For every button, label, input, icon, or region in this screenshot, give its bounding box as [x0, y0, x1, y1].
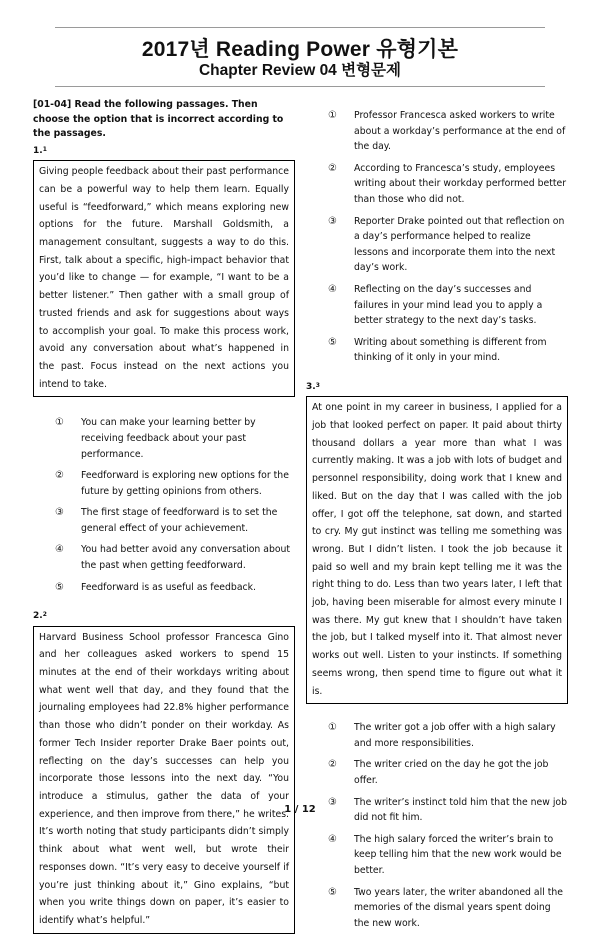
- question-2-passage: Harvard Business School professor Francesca Gino and her colleagues asked workers to spend 15 minutes at the end of their workdays writing about what went well that day, and they found that the journaling employees had 22.8% higher performance than those who didn’t ponder on their workday. As former Tech Insider reporter Drake Baer points out, reflecting on the day’s successes can help you incorporate those lessons into the next day. “You introduce a stimulus, gather the data of your experience, and then improve from there,” he writes. It’s worth noting that study participants didn’t simply think about what went well, but wrote their responses down. “It’s very easy to deceive yourself if you’re just thinking about it,” Gino explains, “but when you write things down on paper, it’s easier to identify what’s helpful.”: [33, 626, 295, 934]
- question-1-option-4[interactable]: ④ You had better avoid any conversation about the past when getting feedforward.: [55, 544, 291, 572]
- page-title: 2017년 Reading Power 유형기본: [141, 38, 459, 61]
- header-rule: [55, 86, 545, 87]
- question-1-options: [33, 415, 295, 595]
- question-3-option-3[interactable]: ③ The writer’s instinct told him that the new job did not fit him.: [328, 796, 567, 824]
- question-1-option-1[interactable]: ① You can make your learning better by receiving feedback about your past performance.: [55, 417, 256, 460]
- question-3-option-2[interactable]: ② The writer cried on the day he got the job offer.: [328, 759, 549, 787]
- question-3-passage: At one point in my career in business, I applied for a job that looked perfect on paper. It paid about thirty thousand dollars a year more than what I was currently making. It was a job with lots of budget and personnel responsibility, doing work that I knew and liked. But on the day that I was called with the job offer, I got off the telephone, sat down, and started to cry. My gut instinct was telling me something was wrong. But I didn’t listen. I took the job because it paid so well and my brain kept telling me it was the right thing to do. Less than two years later, I left that job, having been miserable for almost every minute I was there. My gut knew that I shouldn’t have taken the job, but I talked myself into it. That almost never works out well. Listen to your instincts. If something seems wrong, then spend time to figure out what it is.: [306, 396, 568, 704]
- question-2-option-4[interactable]: ④ Reflecting on the day’s successes and failures in your mind lead you to apply a better strategy to the next day’s tasks.: [328, 283, 543, 327]
- question-3-option-5[interactable]: ⑤ Two years later, the writer abandoned all the memories of the dismal years spent doing the new work.: [328, 886, 563, 929]
- question-1-passage: Giving people feedback about their past performance can be a powerful way to help them learn. Equally useful is “feedforward,” which means exploring new options for the future. Marshall Goldsmith, a management consultant, suggests a way to do this. First, talk about a specific, high-impact behavior that you’d like to change — for example, “I want to be a better listener.” Then gather with a small group of trusted friends and ask for suggestions about ways to accomplish your goal. To make this process work, avoid any conversation about what’s happened in the past. Focus instead on the next actions you intend to take.: [33, 160, 295, 397]
- question-2-option-1[interactable]: ① Professor Francesca asked workers to write about a workday’s performance at the end of the day.: [328, 110, 566, 153]
- question-1-option-5[interactable]: ⑤ Feedforward is as useful as feedback.: [55, 581, 256, 593]
- question-1-number: 1.$^1$: [33, 145, 47, 156]
- page-number: 1 / 12: [284, 804, 316, 815]
- question-2-option-3[interactable]: ③ Reporter Drake pointed out that reflection on a day’s performance helped to realize lessons and incorporate them into the next day’s work.: [328, 215, 565, 274]
- question-2-option-2[interactable]: ② According to Francesca’s study, employees writing about their workday performed better than those who did not.: [328, 162, 567, 205]
- question-2-options: [306, 108, 568, 366]
- instruction: [01-04] Read the following passages. Then choose the option that is incorrect according to the passages.: [33, 99, 284, 140]
- question-1-option-3[interactable]: ③ The first stage of feedforward is to set the general effect of your achievement.: [55, 507, 278, 534]
- top-rule: [55, 27, 545, 28]
- question-3-number: 3.$^3$: [306, 381, 320, 392]
- question-1-option-2[interactable]: ② Feedforward is exploring new options for the future by getting opinions from others.: [55, 470, 289, 497]
- question-3-options: [306, 720, 568, 931]
- page-subtitle: Chapter Review 04 변형문제: [198, 62, 402, 79]
- question-3-option-4[interactable]: ④ The high salary forced the writer’s brain to keep telling him that the new work would be better.: [328, 833, 562, 877]
- question-2-number: 2.$^2$: [33, 611, 47, 622]
- question-3-option-1[interactable]: ① The writer got a job offer with a high salary and more responsibilities.: [328, 722, 556, 749]
- question-2-option-5[interactable]: ⑤ Writing about something is different from thinking of it only in your mind.: [328, 336, 547, 364]
